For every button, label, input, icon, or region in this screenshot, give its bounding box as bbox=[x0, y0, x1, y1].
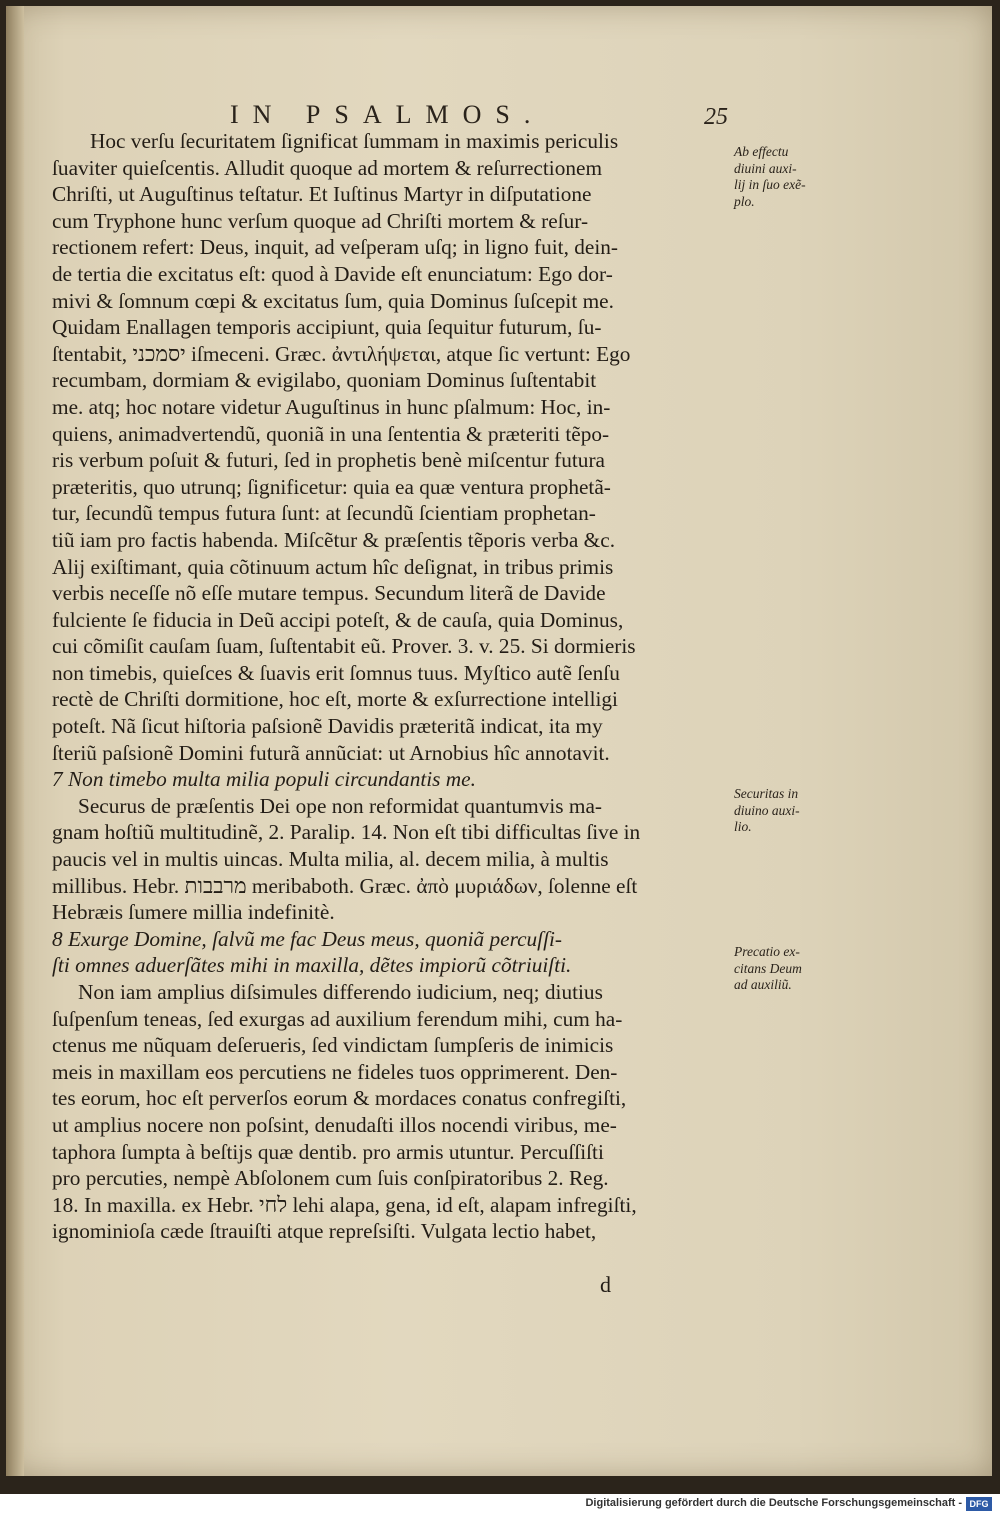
text-line: Hebræis ſumere millia indefinitè. bbox=[52, 900, 335, 925]
page-gutter-shadow bbox=[6, 6, 24, 1476]
text-line: ignominioſa cæde ſtrauiſti atque repreſsiſti. Vulgata lectio habet, bbox=[52, 1219, 597, 1244]
margin-note-line: Precatio ex- bbox=[734, 944, 800, 959]
signature-mark: d bbox=[600, 1272, 611, 1297]
margin-note-line: lio. bbox=[734, 819, 752, 834]
margin-note-line: plo. bbox=[734, 193, 755, 209]
text-line: mivi & ſomnum cœpi & excitatus ſum, quia Dominus ſuſcepit me. bbox=[52, 288, 614, 313]
text-line: tes eorum, hoc eſt perverſos eorum & mordaces conatus confregiſti, bbox=[52, 1086, 627, 1111]
text-line: tur, ſecundũ tempus futura ſunt: at ſecundũ ſcientiam prophetan- bbox=[52, 501, 596, 526]
text-line: poteſt. Nã ſicut hiſtoria paſsionẽ Davidis præteritã indicat, ita my bbox=[52, 714, 603, 739]
verse-line: ſti omnes aduerſãtes mihi in maxilla, dẽtes impiorũ cõtriuiſti. bbox=[52, 953, 572, 978]
text-line: ſuaviter quieſcentis. Alludit quoque ad mortem & reſurrectionem bbox=[52, 155, 603, 180]
verse-line: 7 Non timebo multa milia populi circundantis me. bbox=[52, 767, 476, 792]
text-line: rectionem refert: Deus, inquit, ad veſperam uſq; in ligno fuit, dein- bbox=[52, 235, 618, 260]
footer-credit: Digitalisierung gefördert durch die Deutsche Forschungsgemeinschaft - bbox=[585, 1497, 962, 1509]
body-text bbox=[52, 128, 730, 1245]
text-line: millibus. Hebr. מרבבות meribaboth. Græc. ἀπὸ μυριάδων, ſolenne eſt bbox=[52, 873, 638, 898]
text-line: de tertia die excitatus eſt: quod à Davide eſt enunciatum: Ego dor- bbox=[52, 261, 613, 286]
text-line: Non iam amplius diſsimules differendo iudicium, neq; diutius bbox=[78, 980, 603, 1004]
margin-note-line: diuino auxi- bbox=[734, 802, 800, 818]
text-line: ris verbum poſuit & futuri, ſed in prophetis benè miſcentur futura bbox=[52, 448, 606, 473]
text-line: Chriſti, ut Auguſtinus teſtatur. Et Iuſtinus Martyr in diſputatione bbox=[52, 182, 592, 207]
margin-note-line: citans Deum bbox=[734, 960, 802, 976]
running-title: IN PSALMOS. bbox=[230, 100, 545, 129]
text-line: non timebis, quieſces & ſuavis erit ſomnus tuus. Myſtico autẽ ſenſu bbox=[52, 660, 620, 685]
text-line: Alij exiſtimant, quia cõtinuum actum hîc deſignat, in tribus primis bbox=[52, 554, 614, 579]
text-line: ctenus me nũquam deſerueris, ſed vindictam ſumpſeris de inimicis bbox=[52, 1033, 614, 1058]
margin-note-line: lij in ſuo exẽ- bbox=[734, 177, 806, 192]
text-line: taphora ſumpta à beſtijs quæ dentib. pro armis utuntur. Percuſſiſti bbox=[52, 1139, 604, 1164]
text-line: 18. In maxilla. ex Hebr. לחי lehi alapa, gena, id eſt, alapam infregiſti, bbox=[52, 1192, 637, 1217]
text-line: rectè de Chriſti dormitione, hoc eſt, morte & exſurrectione intelligi bbox=[52, 687, 618, 712]
text-line: meis in maxillam eos percutiens ne fideles tuos opprimerent. Den- bbox=[52, 1059, 618, 1084]
text-line: Quidam Enallagen temporis accipiunt, quia ſequitur futurum, ſu- bbox=[52, 315, 602, 340]
margin-note-line: ad auxiliũ. bbox=[734, 977, 792, 992]
text-line: præteritis, quo utrunq; ſignificetur: quia ea quæ ventura prophetã- bbox=[52, 474, 611, 499]
text-line: fulciente ſe fiducia in Deũ accipi poteſt, & de cauſa, quia Dominus, bbox=[52, 607, 624, 632]
text-line: Securus de præſentis Dei ope non reformidat quantumvis ma- bbox=[78, 793, 603, 818]
text-line: paucis vel in multis uincas. Multa milia, al. decem milia, à multis bbox=[52, 847, 609, 872]
text-line: verbis neceſſe nõ eſſe mutare tempus. Secundum literã de Davide bbox=[52, 581, 606, 606]
text-line: ſtentabit, יסמכני iſmeceni. Græc. ἀντιλήψεται, atque ſic vertunt: Ego bbox=[52, 341, 631, 366]
verse-line: 8 Exurge Domine, ſalvũ me fac Deus meus, quoniã percuſſi- bbox=[52, 926, 563, 951]
text-line: me. atq; hoc notare videtur Auguſtinus in hunc pſalmum: Hoc, in- bbox=[52, 394, 611, 419]
text-line: pro percuties, nempè Abſolonem cum ſuis conſpiratoribus 2. Reg. bbox=[52, 1166, 609, 1191]
text-line: quiens, animadvertendũ, quoniã in una ſententia & præteriti tẽpo- bbox=[52, 421, 610, 446]
margin-note bbox=[734, 786, 846, 836]
text-line: recumbam, dormiam & evigilabo, quoniam Dominus ſuſtentabit bbox=[52, 368, 597, 393]
text-line: gnam hoſtiũ multitudinẽ, 2. Paralip. 14. Non eſt tibi difficultas ſive in bbox=[52, 820, 641, 845]
footer-bar bbox=[0, 1494, 1000, 1514]
text-line: Hoc verſu ſecuritatem ſignificat ſummam in maximis periculis bbox=[90, 129, 619, 153]
margin-note bbox=[734, 144, 846, 210]
margin-note-line: Ab effectu bbox=[734, 144, 789, 159]
page-number: 25 bbox=[704, 104, 728, 130]
text-line: cui cõmiſit cauſam ſuam, ſuſtentabit eũ. Prover. 3. v. 25. Si dormieris bbox=[52, 634, 636, 659]
dfg-logo: DFG bbox=[966, 1497, 992, 1511]
margin-note bbox=[734, 944, 846, 994]
text-line: ſuſpenſum teneas, ſed exurgas ad auxilium ferendum mihi, cum ha- bbox=[52, 1006, 623, 1031]
text-line: cum Tryphone hunc verſum quoque ad Chriſti mortem & reſur- bbox=[52, 208, 589, 233]
text-line: ſteriũ paſsionẽ Domini futurã annũciat: ut Arnobius hîc annotavit. bbox=[52, 740, 610, 765]
margin-note-line: diuini auxi- bbox=[734, 160, 797, 176]
text-line: ut amplius nocere non poſsint, denudaſti illos nocendi viribus, me- bbox=[52, 1112, 617, 1137]
margin-note-line: Securitas in bbox=[734, 786, 799, 801]
text-line: tiũ iam pro factis habenda. Miſcẽtur & præſentis tẽporis verba &c. bbox=[52, 527, 616, 552]
